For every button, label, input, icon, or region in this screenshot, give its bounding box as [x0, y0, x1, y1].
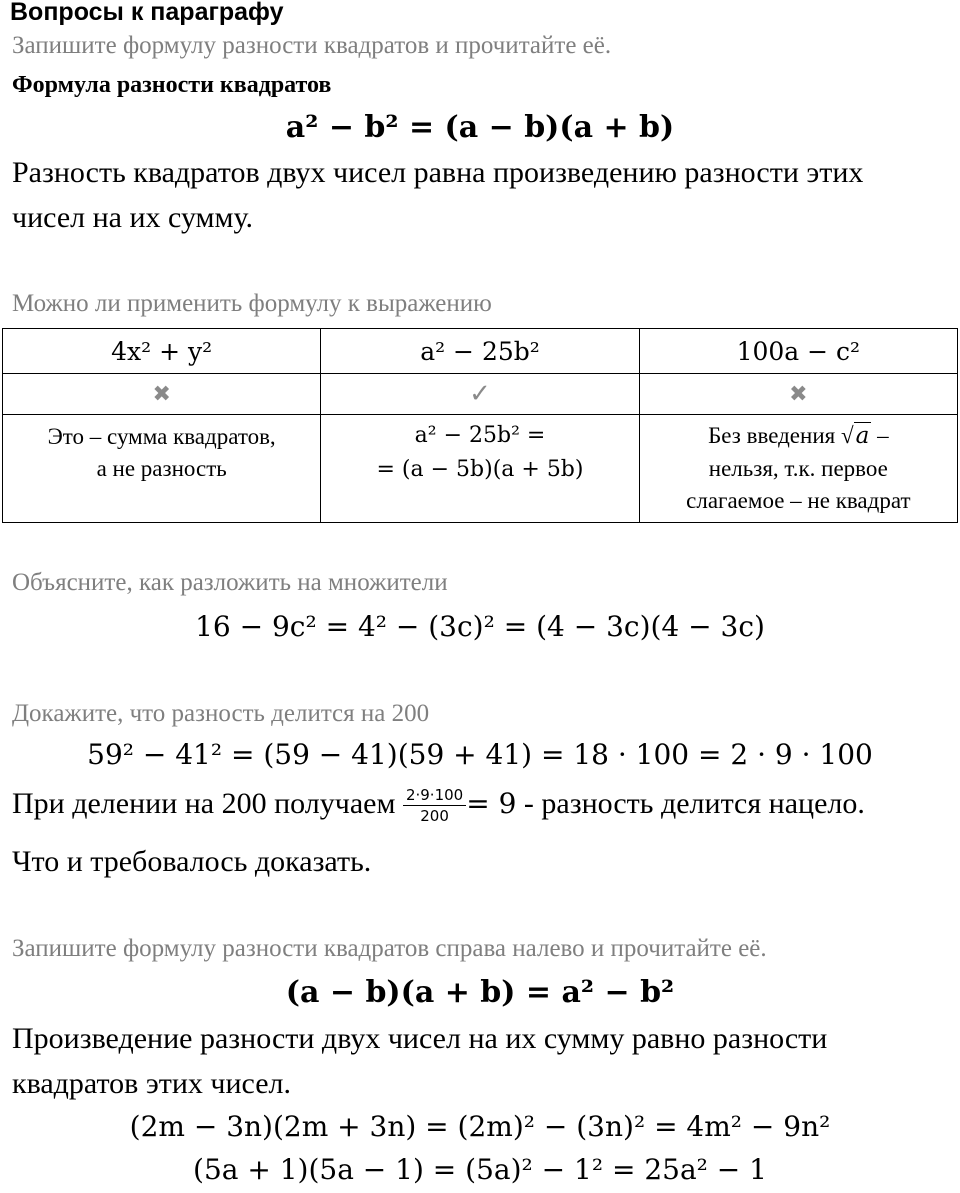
factorization-formula: 16 − 9c² = 4² − (3c)² = (4 − 3c)(4 − 3c) [195, 610, 765, 643]
comment-1-line-2: а не разность [96, 456, 227, 481]
example-2: (5a + 1)(5a − 1) = (5a)² − 1² = 25a² − 1 [193, 1153, 767, 1186]
formula-subtitle: Формула разности квадратов [12, 72, 332, 98]
table-mark-cell [3, 374, 321, 415]
question-5: Запишите формулу разности квадратов справа налево и прочитайте её. [12, 935, 767, 962]
cross-icon: ✖ [152, 381, 171, 407]
sqrt-symbol: √a [840, 423, 870, 449]
comment-3-line-2: нельзя, т.к. первое [708, 456, 888, 481]
reverse-formula: (a − b)(a + b) = a² − b² [285, 975, 675, 1010]
fraction-denominator: 200 [420, 807, 449, 825]
applicability-table [2, 328, 958, 523]
table-header-cell [3, 329, 321, 374]
comment-2-line-1: a² − 25b² = [414, 423, 546, 448]
table-comment-cell [321, 415, 639, 523]
fraction [403, 786, 466, 826]
formula-main: a² − b² = (a − b)(a + b) [285, 110, 675, 145]
reverse-explanation-line-2: квадратов этих чисел. [12, 1067, 291, 1100]
page-heading: Вопросы к параграфу [10, 0, 284, 26]
division-line [12, 786, 865, 826]
expression-1: 4x² + y² [111, 336, 213, 366]
check-icon: ✓ [469, 379, 491, 409]
fraction-numerator: 2·9·100 [403, 786, 466, 806]
comment-3-text-b: – [877, 423, 889, 448]
example-1: (2m − 3n)(2m + 3n) = (2m)² − (3n)² = 4m² − 9n² [129, 1110, 831, 1143]
explanation-line-2: чисел на их сумму. [12, 201, 254, 234]
comment-3-text-a: Без введения [708, 423, 836, 448]
question-1: Запишите формулу разности квадратов и прочитайте её. [12, 32, 612, 59]
proof-conclusion: Что и требовалось доказать. [12, 845, 372, 878]
cross-icon: ✖ [789, 381, 808, 407]
proof-formula: 59² − 41² = (59 − 41)(59 + 41) = 18 · 100 = 2 · 9 · 100 [87, 738, 873, 771]
division-prefix: При делении на 200 получаем [12, 786, 396, 820]
expression-3: 100a − c² [736, 336, 861, 366]
table-comment-cell [639, 415, 957, 523]
table-mark-cell [321, 374, 639, 415]
reverse-explanation-line-1: Произведение разности двух чисел на их сумму равно разности [12, 1022, 828, 1055]
table-header-cell [639, 329, 957, 374]
table-comment-cell [3, 415, 321, 523]
sqrt-argument: a [855, 423, 870, 449]
division-suffix: - разность делится нацело. [516, 786, 865, 820]
explanation-line-1: Разность квадратов двух чисел равна произведению разности этих [12, 156, 864, 189]
comment-3-line-1 [640, 419, 957, 453]
expression-2: a² − 25b² [420, 336, 540, 366]
comment-3-line-3: слагаемое – не квадрат [686, 488, 911, 513]
comment-2-line-2: = (a − 5b)(a + 5b) [376, 457, 584, 482]
question-4: Докажите, что разность делится на 200 [12, 700, 430, 727]
question-3: Объясните, как разложить на множители [12, 569, 448, 596]
question-2: Можно ли применить формулу к выражению [12, 290, 492, 317]
comment-1-line-1: Это – сумма квадратов, [47, 424, 276, 449]
division-result: = 9 [466, 786, 517, 820]
table-header-cell [321, 329, 639, 374]
table-mark-cell [639, 374, 957, 415]
